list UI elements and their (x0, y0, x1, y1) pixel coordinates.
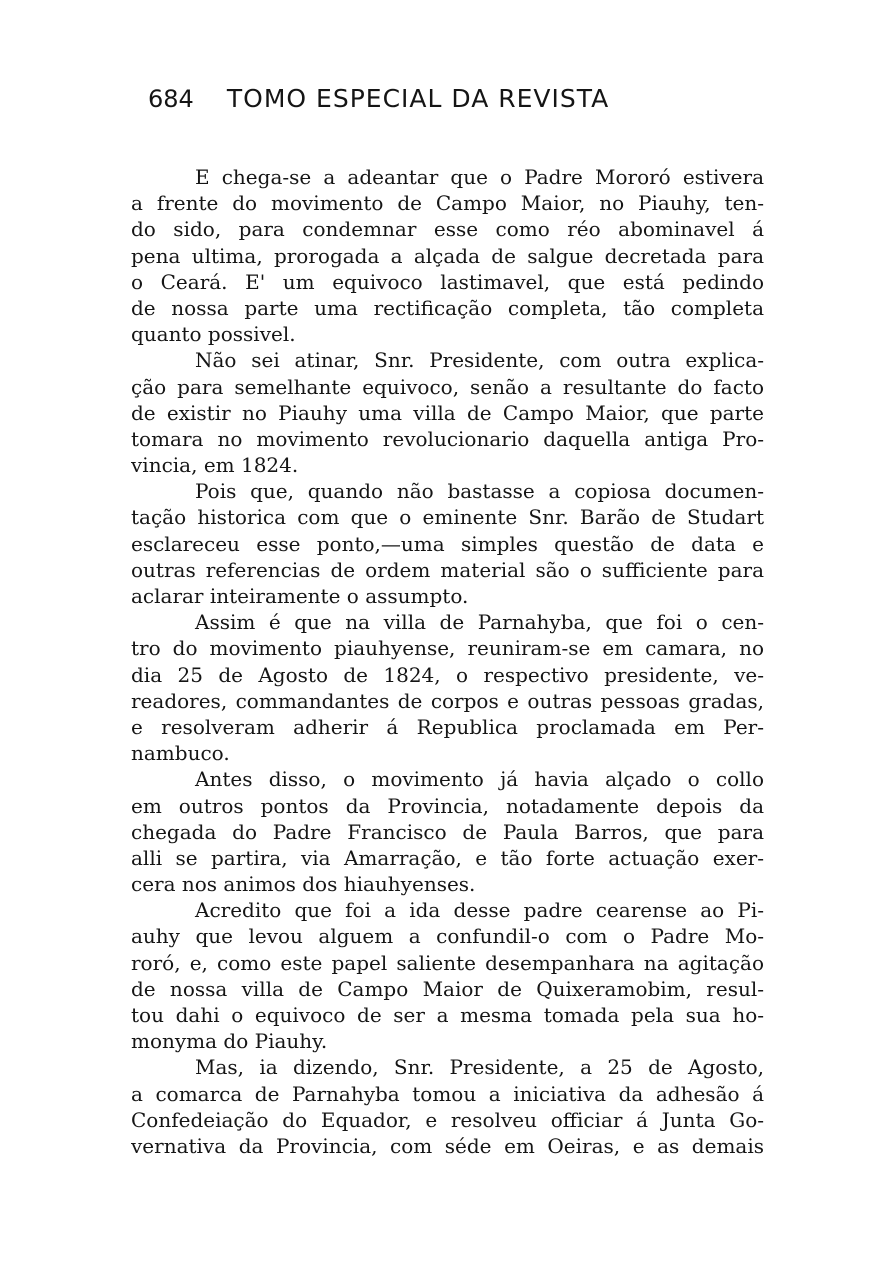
text-line: a comarca de Parnahyba tomou a iniciativa da adhesão á (131, 1081, 764, 1106)
text-line: Confedeiação do Equador, e resolveu officiar á Junta Go- (131, 1107, 764, 1132)
text-line: vernativa da Provincia, com séde em Oeiras, e as demais (131, 1133, 764, 1158)
text-line: roró, e, como este papel saliente desempanhara na agitação (131, 950, 764, 975)
text-line: de existir no Piauhy uma villa de Campo Maior, que parte (131, 400, 764, 425)
text-line: E chega-se a adeantar que o Padre Mororó estivera (195, 165, 764, 189)
text-line: pena ultima, prorogada a alçada de salgue decretada para (131, 243, 764, 268)
text-line: auhy que levou alguem a confundil-o com o Padre Mo- (131, 924, 764, 949)
text-line: tro do movimento piauhyense, reuniram-se em camara, no (131, 636, 764, 661)
text-line: outras referencias de ordem material são o sufficiente para (131, 557, 764, 582)
text-line: readores, commandantes de corpos e outras pessoas gradas, (131, 688, 764, 713)
text-line: e resolveram adherir á Republica proclamada em Per- (131, 714, 764, 739)
running-title: TOMO ESPECIAL DA REVISTA (226, 84, 610, 113)
text-line: aclarar inteiramente o assumpto. (131, 584, 469, 608)
body-text (131, 164, 764, 1159)
page-header (148, 84, 708, 124)
text-line: chegada do Padre Francisco de Paula Barros, que para (131, 819, 764, 844)
text-line: ção para semelhante equivoco, senão a resultante do facto (131, 374, 764, 399)
text-line: dia 25 de Agosto de 1824, o respectivo presidente, ve- (131, 662, 764, 687)
text-line: alli se partira, via Amarração, e tão forte actuação exer- (131, 845, 764, 870)
text-line: Mas, ia dizendo, Snr. Presidente, a 25 de Agosto, (195, 1055, 764, 1080)
text-line: em outros pontos da Provincia, notadamente depois da (131, 793, 764, 818)
text-line: nambuco. (131, 741, 230, 766)
text-line: a frente do movimento de Campo Maior, no Piauhy, ten- (131, 191, 764, 216)
text-line: monyma do Piauhy. (131, 1029, 328, 1054)
text-line: Assim é que na villa de Parnahyba, que foi o cen- (195, 610, 764, 635)
text-line: Não sei atinar, Snr. Presidente, com outra explica- (195, 348, 764, 373)
text-line: Acredito que foi a ida desse padre cearense ao Pi- (195, 898, 764, 923)
text-line: Antes disso, o movimento já havia alçado o collo (195, 767, 764, 792)
text-line: tomara no movimento revolucionario daquella antiga Pro- (131, 426, 764, 451)
page-number: 684 (148, 85, 194, 113)
text-line: cera nos animos dos hiauhyenses. (131, 872, 476, 897)
text-line: quanto possivel. (131, 322, 296, 347)
text-line: de nossa villa de Campo Maior de Quixeramobim, resul- (131, 976, 764, 1001)
text-line: tou dahi o equivoco de ser a mesma tomada pela sua ho- (131, 1003, 764, 1027)
text-line: vincia, em 1824. (131, 453, 299, 478)
text-line: de nossa parte uma rectificação completa, tão completa (131, 295, 764, 320)
text-line: o Ceará. E' um equivoco lastimavel, que está pedindo (131, 269, 764, 294)
text-line: do sido, para condemnar esse como réo abominavel á (131, 217, 764, 242)
text-line: tação historica com que o eminente Snr. Barão de Studart (131, 505, 764, 530)
text-line: Pois que, quando não bastasse a copiosa documen- (195, 479, 764, 504)
text-line: esclareceu esse ponto,—uma simples questão de data e (131, 531, 764, 556)
